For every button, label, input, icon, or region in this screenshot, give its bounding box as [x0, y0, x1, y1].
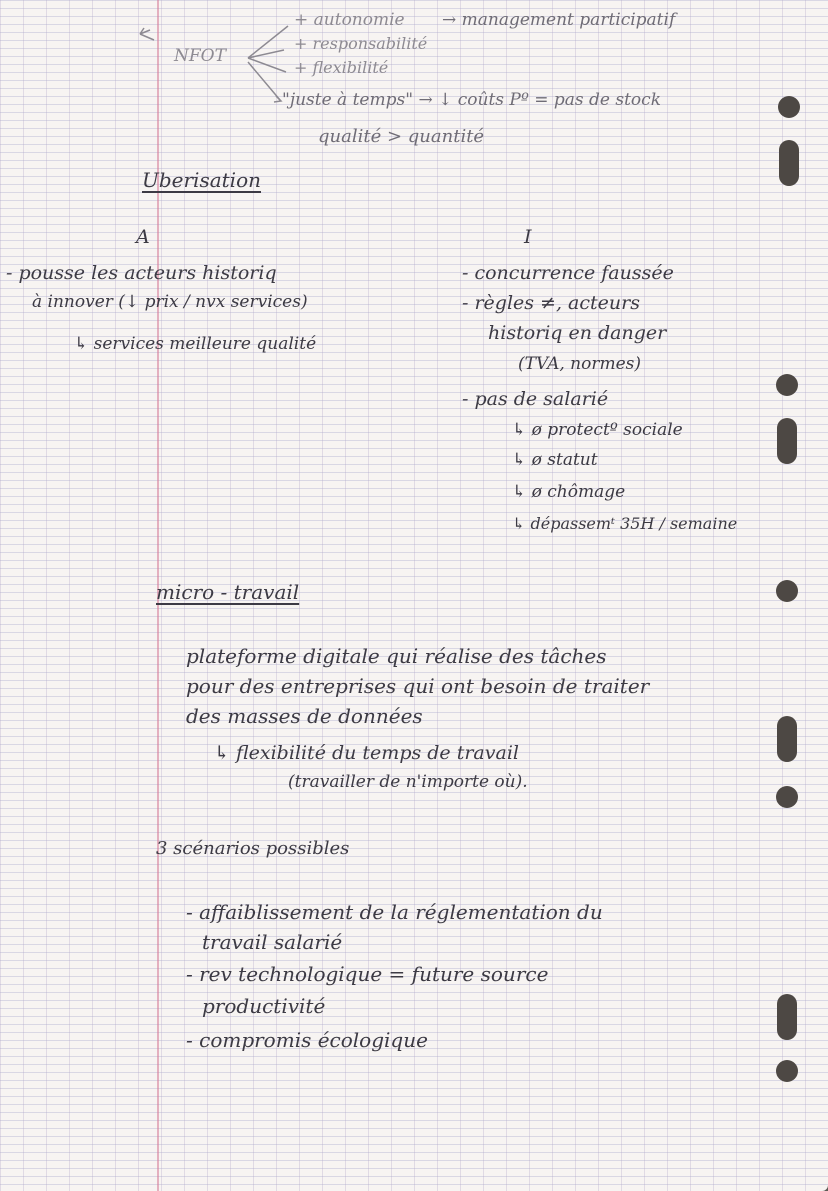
scenario-line: productivité — [202, 994, 326, 1018]
header-qualite: qualité > quantité — [318, 126, 485, 147]
micro-line: des masses de données — [186, 704, 423, 728]
scenario-line: - compromis écologique — [186, 1028, 428, 1052]
section-title-scenarios: 3 scénarios possibles — [156, 838, 350, 859]
inconvenient-line: ↳ dépassemᵗ 35H / semaine — [512, 514, 738, 533]
inconvenient-line: ↳ ø statut — [512, 450, 598, 470]
scenario-line: travail salarié — [202, 930, 343, 954]
header-management: → management participatif — [442, 10, 676, 30]
advantage-line: ↳ services meilleure qualité — [74, 334, 317, 354]
header-juste-a-temps: "juste à temps" → ↓ coûts Pº = pas de stock — [282, 90, 661, 110]
inconvenient-line: ↳ ø protectº sociale — [512, 420, 683, 440]
column-head-i: I — [524, 226, 532, 248]
micro-line: pour des entreprises qui ont besoin de traiter — [186, 674, 650, 698]
inconvenient-line: - règles ≠, acteurs — [462, 292, 640, 314]
inconvenient-line: - concurrence faussée — [462, 262, 674, 284]
column-head-a: A — [136, 226, 150, 248]
header-flexibilite: + flexibilité — [294, 58, 389, 77]
advantage-line: à innover (↓ prix / nvx services) — [32, 292, 308, 312]
inconvenient-line: (TVA, normes) — [518, 354, 642, 374]
micro-line: plateforme digitale qui réalise des tâches — [186, 644, 607, 668]
inconvenient-line: historiq en danger — [488, 322, 667, 344]
advantage-line: - pousse les acteurs historiq — [6, 262, 277, 284]
scenario-line: - affaiblissement de la réglementation du — [186, 900, 603, 924]
header-autonomie: + autonomie — [294, 10, 405, 30]
nfot-label: NFOT — [174, 46, 226, 66]
section-title-micro-travail: micro - travail — [156, 580, 300, 604]
micro-line: (travailler de n'importe où). — [288, 772, 528, 792]
section-title-uberisation: Uberisation — [142, 168, 261, 192]
scenario-line: - rev technologique = future source — [186, 962, 549, 986]
header-responsabilite: + responsabilité — [294, 34, 428, 53]
inconvenient-line: - pas de salarié — [462, 388, 609, 410]
inconvenient-line: ↳ ø chômage — [512, 482, 626, 502]
micro-line: ↳ flexibilité du temps de travail — [214, 742, 519, 764]
